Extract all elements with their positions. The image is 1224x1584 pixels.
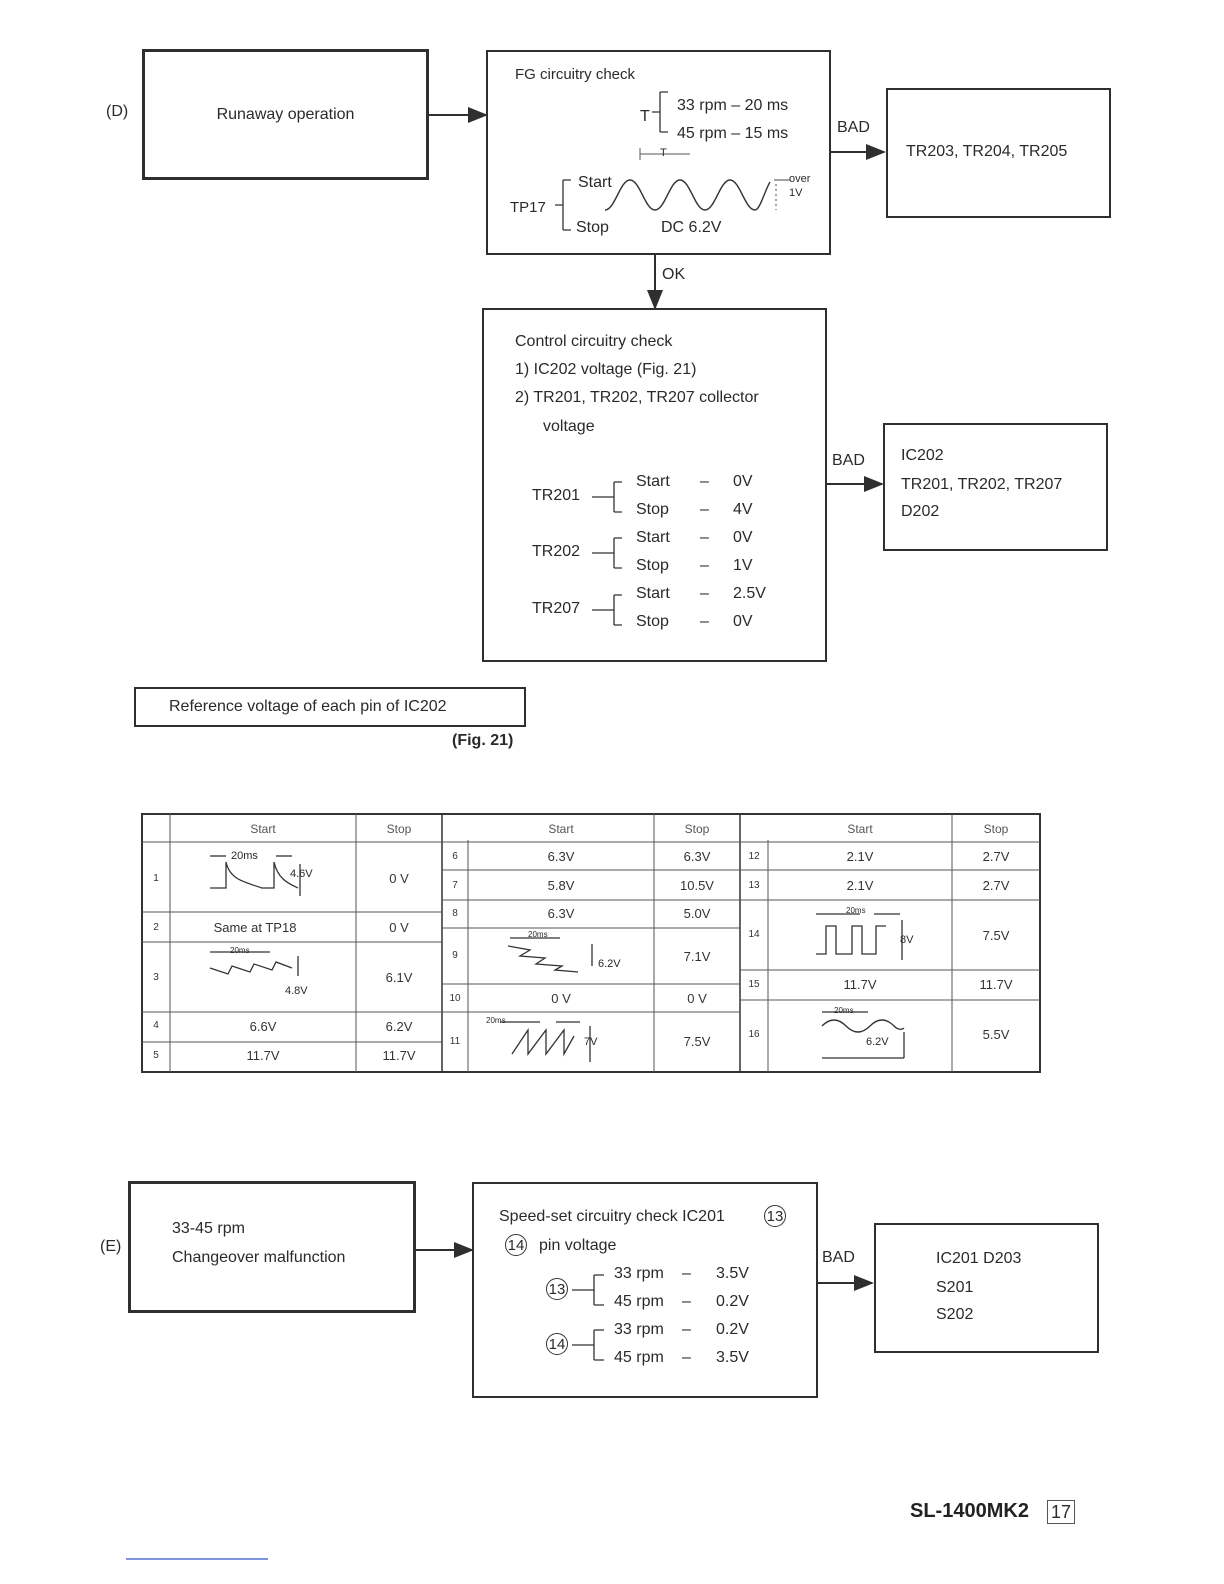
pin8-num: 8 [452,908,458,919]
pin11-stop: 7.5V [683,1034,711,1049]
pin13-33rpm: 33 rpm [614,1265,664,1282]
fg-over: over [789,173,811,185]
pin14-circle: 14 [546,1333,568,1355]
result1-text: TR203, TR204, TR205 [906,143,1068,160]
tr201-stopv: 4V [733,501,753,518]
tr207-startv: 2.5V [733,585,766,602]
pin14-45rpm: 45 rpm [614,1349,664,1366]
pin10-start: 0 V [551,991,571,1006]
pin16-stop: 5.5V [982,1027,1010,1042]
pin2-start: Same at TP18 [213,920,297,935]
pin14-circle-title: 14 [505,1234,527,1256]
pin8-start: 6.3V [547,906,575,921]
pin10-stop: 0 V [687,991,707,1006]
pin14-waveform [816,926,886,954]
pin3-waveform [210,962,292,974]
footer-model: SL-1400MK2 [910,1500,1029,1522]
footer-page-number: 17 [1047,1500,1075,1524]
pin13-33rpm-v: 3.5V [716,1265,749,1282]
result1-box [886,88,1111,218]
pin12-num: 12 [748,851,760,862]
fg-start: Start [578,174,612,191]
fg-bad-label: BAD [837,119,870,136]
pin5-stop: 11.7V [382,1048,416,1063]
changeover-box [128,1181,416,1313]
pin14-dash1: – [682,1321,691,1338]
control-check-item1: 1) IC202 voltage (Fig. 21) [515,361,697,378]
pin4-num: 4 [153,1020,159,1031]
pin12-start: 2.1V [846,849,874,864]
pin1-v: 4.6V [290,868,313,880]
tr202-stopv: 1V [733,557,753,574]
tr202-dash2: – [700,557,709,574]
control-check-item2: 2) TR201, TR202, TR207 collector [515,389,759,406]
reference-title: Reference voltage of each pin of IC202 [169,698,447,715]
pin14-dash2: – [682,1349,691,1366]
result3-line2: S201 [936,1279,974,1296]
pin13-num: 13 [748,880,760,891]
pin16-waveform [822,1020,904,1032]
changeover-line2: Changeover malfunction [172,1249,346,1266]
tr201-dash2: – [700,501,709,518]
control-bad-label: BAD [832,452,865,469]
pin12-stop: 2.7V [982,849,1010,864]
reference-title-box [134,687,526,727]
pin9-stop: 7.1V [683,949,711,964]
tr207-stop: Stop [636,613,669,630]
pin14-stop: 7.5V [982,928,1010,943]
control-check-item2b: voltage [543,418,595,435]
pin13-45rpm: 45 rpm [614,1293,664,1310]
tr207-label: TR207 [532,600,581,617]
result2-line2: TR201, TR202, TR207 [901,476,1063,493]
pin15-num: 15 [748,979,760,990]
tr202-dash1: – [700,529,709,546]
speedset-title2: pin voltage [539,1237,617,1254]
pin14-33rpm-v: 0.2V [716,1321,749,1338]
pin4-start: 6.6V [249,1019,277,1034]
pin7-num: 7 [452,880,458,891]
pin14-ms: 20ms [846,906,866,915]
result2-box [883,423,1108,551]
pin11-waveform [512,1030,574,1054]
fg-t-label: T [640,108,650,125]
pin5-start: 11.7V [246,1048,280,1063]
pin2-num: 2 [153,922,159,933]
pin11-ms: 20ms [486,1016,506,1025]
tr207-start: Start [636,585,670,602]
fg-stop: Stop [576,219,609,236]
pin9-waveform [508,946,578,972]
pin15-stop: 11.7V [979,977,1013,992]
tr201-label: TR201 [532,487,581,504]
result3-line3: S202 [936,1306,974,1323]
pin9-num: 9 [452,950,458,961]
pin3-v: 4.8V [285,985,308,997]
pin6-num: 6 [452,851,458,862]
tr201-stop: Stop [636,501,669,518]
pin14-v: 8V [900,934,914,946]
tr207-dash1: – [700,585,709,602]
section-d-label: (D) [106,103,129,120]
changeover-line1: 33-45 rpm [172,1220,245,1237]
tr202-label: TR202 [532,543,581,560]
fg-tp17: TP17 [510,199,546,216]
tr201-startv: 0V [733,473,753,490]
pin11-num: 11 [449,1036,461,1047]
pin7-start: 5.8V [547,878,575,893]
control-check-title: Control circuitry check [515,333,673,350]
ok-label: OK [662,266,686,283]
fig21-label: (Fig. 21) [452,732,514,749]
result2-line3: D202 [901,503,940,520]
fg-t-arrow-label: T [660,147,667,159]
runaway-operation-box [142,49,429,180]
pin1-waveform [210,862,298,888]
pin13-stop: 2.7V [982,878,1010,893]
pin5-num: 5 [153,1050,159,1061]
pin10-num: 10 [449,993,461,1004]
tr207-stopv: 0V [733,613,753,630]
hdr-start-1: Start [250,822,276,836]
hdr-stop-2: Stop [684,822,710,836]
fg-45rpm: 45 rpm – 15 ms [677,125,789,142]
pin2-stop: 0 V [389,920,409,935]
result3-line1: IC201 D203 [936,1250,1022,1267]
pin1-ms: 20ms [231,850,258,862]
pin3-num: 3 [153,972,159,983]
tr202-startv: 0V [733,529,753,546]
fg-1v: 1V [789,187,803,199]
hdr-start-3: Start [847,822,873,836]
fg-check-title: FG circuitry check [515,66,636,83]
tr207-dash2: – [700,613,709,630]
pin3-stop: 6.1V [385,970,413,985]
tr201-dash1: – [700,473,709,490]
runaway-operation-text: Runaway operation [216,105,355,123]
pin3-ms: 20ms [230,946,250,955]
hdr-stop-1: Stop [386,822,412,836]
pin16-v: 6.2V [866,1036,889,1048]
pin6-stop: 6.3V [683,849,711,864]
pin14-33rpm: 33 rpm [614,1321,664,1338]
pin14-num: 14 [748,929,760,940]
speedset-bad-label: BAD [822,1249,855,1266]
pin6-start: 6.3V [547,849,575,864]
pin16-ms: 20ms [834,1006,854,1015]
hdr-stop-3: Stop [983,822,1009,836]
pin7-stop: 10.5V [680,878,714,893]
pin11-v: 7V [584,1036,598,1048]
fg-33rpm: 33 rpm – 20 ms [677,97,789,114]
result2-line1: IC202 [901,447,944,464]
pin13-start: 2.1V [846,878,874,893]
tr202-stop: Stop [636,557,669,574]
pin15-start: 11.7V [843,977,877,992]
pin4-stop: 6.2V [385,1019,413,1034]
tr202-start: Start [636,529,670,546]
pin13-circle: 13 [546,1278,568,1300]
result3-box [874,1223,1099,1353]
pin13-dash2: – [682,1293,691,1310]
pin8-stop: 5.0V [683,906,711,921]
pin13-circle-title: 13 [764,1205,786,1227]
section-e-label: (E) [100,1238,122,1255]
fg-dc: DC 6.2V [661,219,722,236]
pin1-stop: 0 V [389,871,409,886]
pin9-v: 6.2V [598,958,621,970]
pin16-num: 16 [748,1029,760,1040]
speedset-title: Speed-set circuitry check IC201 [499,1208,725,1225]
pin1-num: 1 [153,873,159,884]
pin14-45rpm-v: 3.5V [716,1349,749,1366]
hdr-start-2: Start [548,822,574,836]
pin9-ms: 20ms [528,930,548,939]
pin13-dash1: – [682,1265,691,1282]
pin13-45rpm-v: 0.2V [716,1293,749,1310]
tr201-start: Start [636,473,670,490]
